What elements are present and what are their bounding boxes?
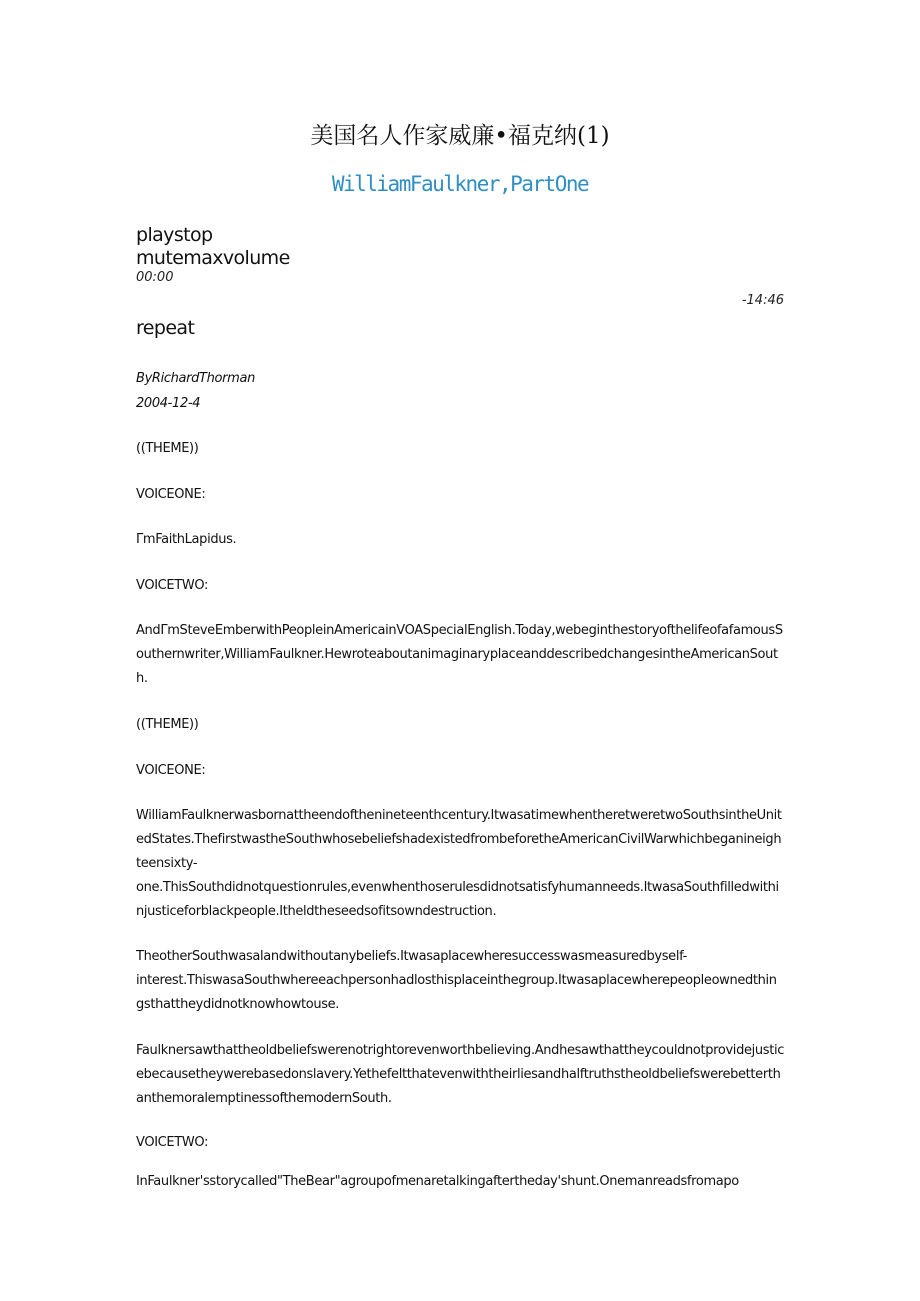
paragraph: TheotherSouthwasalandwithoutanybeliefs.Itwasaplacewheresuccesswasmeasuredbyself- interest.ThiswasaSouthwhereeachpersonhadlosthisplaceinthegroup.Itwasaplacewherepeopleownedthingsthattheydidnotknowhowtouse. [136,949,777,1012]
paragraph: ΓmFaithLapidus. [136,532,237,547]
speaker-label: VOICETWO: [136,578,209,593]
speaker-label: VOICEONE: [136,763,206,778]
theme-marker: ((THEME)) [136,441,199,456]
speaker-label: VOICETWO: [136,1135,209,1150]
byline-author: ByRichardThorman [136,371,255,386]
remaining-time: -14:46 [741,293,784,308]
paragraph: InFaulkner'sstorycalled"TheBear"agroupofmenaretalkingaftertheday'shunt.Onemanreadsfromapo [136,1174,739,1189]
theme-marker: ((THEME)) [136,717,199,732]
paragraph: AndΓmSteveEmberwithPeopleinAmericainVOASpecialEnglish.Today,webeginthestoryofthelifeofafamousSouthernwriter,WilliamFaulkner.HewroteaboutanimaginaryplaceanddescribedchangesintheAmericanSouth. [136,623,783,686]
elapsed-time: 00:00 [136,270,174,285]
page-title-chinese: 美国名人作家威廉•福克纳(1) [310,123,610,149]
mute-volume-controls[interactable]: mutemaxvolume [136,247,290,269]
repeat-button[interactable]: repeat [136,317,195,339]
play-stop-controls[interactable]: playstop [136,224,213,246]
page-title-english: WilliamFaulkner,PartOne [331,172,589,196]
byline-date: 2004-12-4 [136,396,201,411]
paragraph: Faulknersawthattheoldbeliefswerenotrightorevenworthbelieving.Andhesawthattheycouldnotprovidejusticebecausetheywerebasedonslavery.YethefeltthatevenwiththeirliesandhalftruthstheoldbeliefswerebetterthanthemoralemptinessofthemodernSouth. [136,1043,785,1106]
speaker-label: VOICEONE: [136,487,206,502]
paragraph: WilliamFaulknerwasbornattheendofthenineteenthcentury.ItwasatimewhentheretweretwoSouthsintheUnitedStates.ThefirstwastheSouthwhosebeliefshadexistedfrombeforetheAmericanCivilWarwhichbeganineighteensixty- one.ThisSouthdidnotquestionrules,evenwhenthoserulesdidnotsatisfyhumanneeds.ItwasaSouthfilledwithinjusticeforblackpeople.Itheldtheseedsofitsowndestruction. [136,808,782,919]
